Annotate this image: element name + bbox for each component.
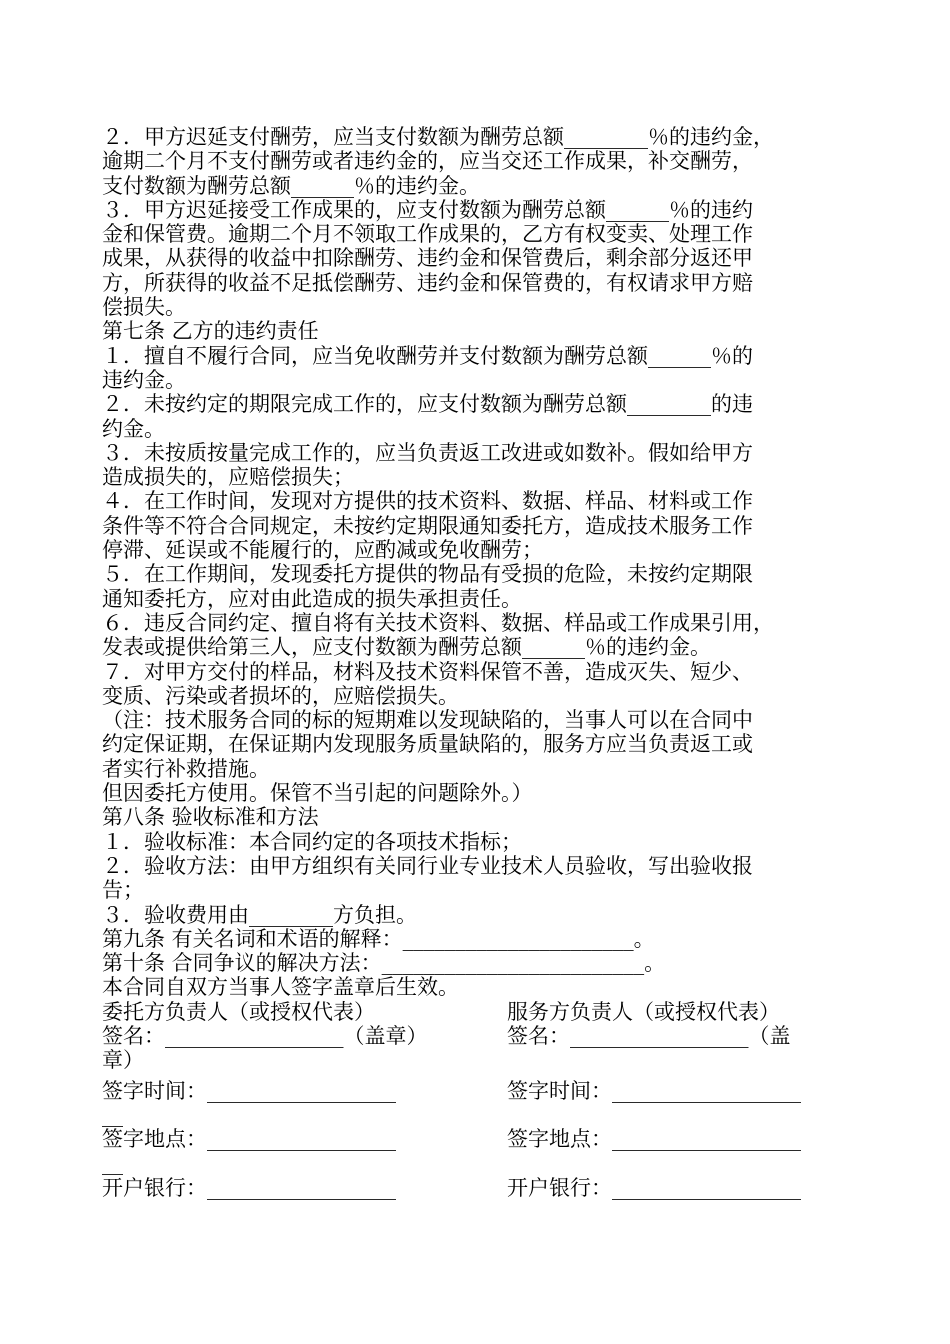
note-line: （注：技术服务合同的标的短期难以发现缺陷的，当事人可以在合同中: [102, 708, 753, 733]
text-line: 条件等不符合合同规定，未按约定期限通知委托方，造成技术服务工作: [102, 513, 753, 538]
client-representative-title: 委托方负责人（或授权代表）: [102, 999, 375, 1024]
note-line: 者实行补救措施。: [102, 756, 270, 781]
provider-sign-time-field: 签字时间：__________________: [507, 1078, 801, 1103]
text-line: １．验收标准：本合同约定的各项技术指标；: [102, 829, 522, 854]
text-line: ３．未按质按量完成工作的，应当负责返工改进或如数补。假如给甲方: [102, 440, 753, 465]
text-line: 变质、污染或者损坏的，应赔偿损失。: [102, 683, 459, 708]
sign-time-wrap-text: __: [102, 1102, 123, 1127]
client-sign-place-field: 签字地点：__________________: [102, 1127, 396, 1152]
sign-time-wrap: [102, 1103, 872, 1127]
text-line: 金和保管费。逾期二个月不领取工作成果的，乙方有权变卖、处理工作: [102, 222, 753, 247]
text-line: 告；: [102, 878, 144, 903]
text-line: 支付数额为酬劳总额______％的违约金。: [102, 173, 480, 198]
article-heading: 第八条 验收标准和方法: [102, 805, 319, 830]
signature-block: [102, 1000, 872, 1200]
sign-time-row: [102, 1079, 872, 1103]
text-line: ２．甲方迟延支付酬劳，应当支付数额为酬劳总额________％的违约金，: [102, 125, 774, 149]
client-bank-field: 开户银行：__________________: [102, 1175, 396, 1200]
signature-wrap-text: 章）: [102, 1048, 144, 1073]
client-sign-time-field: 签字时间：__________________: [102, 1078, 396, 1103]
text-line: 逾期二个月不支付酬劳或者违约金的，应当交还工作成果，补交酬劳，: [102, 149, 753, 174]
text-line: ３．验收费用由________方负担。: [102, 902, 417, 927]
text-line: ３．甲方迟延接受工作成果的，应支付数额为酬劳总额______％的违约: [102, 197, 753, 222]
text-line: １．擅自不履行合同，应当免收酬劳并支付数额为酬劳总额______％的: [102, 343, 753, 368]
bank-row: [102, 1176, 872, 1200]
text-line: 停滞、延误或不能履行的，应酌减或免收酬劳；: [102, 538, 543, 563]
signature-row: [102, 1024, 872, 1048]
text-line: 约金。: [102, 416, 165, 441]
provider-sign-place-field: 签字地点：__________________: [507, 1127, 801, 1152]
text-line: 方，所获得的收益不足抵偿酬劳、违约金和保管费的，有权请求甲方赔: [102, 270, 753, 295]
text-line: ４．在工作时间，发现对方提供的技术资料、数据、样品、材料或工作: [102, 489, 753, 514]
text-line: 本合同自双方当事人签字盖章后生效。: [102, 975, 459, 1000]
text-line: 造成损失的，应赔偿损失；: [102, 465, 354, 490]
text-line: ２．验收方法：由甲方组织有关同行业专业技术人员验收，写出验收报: [102, 853, 753, 878]
text-line: ７．对甲方交付的样品，材料及技术资料保管不善，造成灭失、短少、: [102, 659, 753, 684]
note-line: 约定保证期，在保证期内发现服务质量缺陷的，服务方应当负责返工或: [102, 732, 753, 757]
article-heading: 第九条 有关名词和术语的解释：______________________。: [102, 926, 655, 951]
article-heading: 第十条 合同争议的解决方法：_________________________。: [102, 951, 666, 976]
text-line: ５．在工作期间，发现委托方提供的物品有受损的危险，未按约定期限: [102, 562, 753, 587]
text-line: 违约金。: [102, 367, 186, 392]
text-line: 偿损失。: [102, 295, 186, 320]
sign-place-row: [102, 1127, 872, 1151]
text-line: ６．违反合同约定、擅自将有关技术资料、数据、样品或工作成果引用，: [102, 610, 774, 635]
provider-signature-field: 签名：_________________（盖: [507, 1023, 791, 1048]
text-line: 通知委托方，应对由此造成的损失承担责任。: [102, 586, 522, 611]
client-signature-field: 签名：_________________（盖章）: [102, 1023, 428, 1048]
provider-bank-field: 开户银行：__________________: [507, 1175, 801, 1200]
contract-body: [102, 125, 872, 1000]
text-line: 成果，从获得的收益中扣除酬劳、违约金和保管费后，剩余部分返还甲: [102, 246, 753, 271]
text-line: 发表或提供给第三人，应支付数额为酬劳总额______％的违约金。: [102, 635, 711, 660]
signatory-titles: [102, 1000, 872, 1024]
signature-row-wrap: [102, 1048, 872, 1072]
note-line: 但因委托方使用。保管不当引起的问题除外。）: [102, 781, 533, 806]
provider-representative-title: 服务方负责人（或授权代表）: [507, 999, 780, 1024]
sign-place-wrap-text: __: [102, 1151, 123, 1176]
contract-page: [102, 125, 872, 1200]
text-line: ２．未按约定的期限完成工作的，应支付数额为酬劳总额________的违: [102, 392, 753, 417]
article-heading: 第七条 乙方的违约责任: [102, 319, 319, 344]
sign-place-wrap: [102, 1151, 872, 1175]
